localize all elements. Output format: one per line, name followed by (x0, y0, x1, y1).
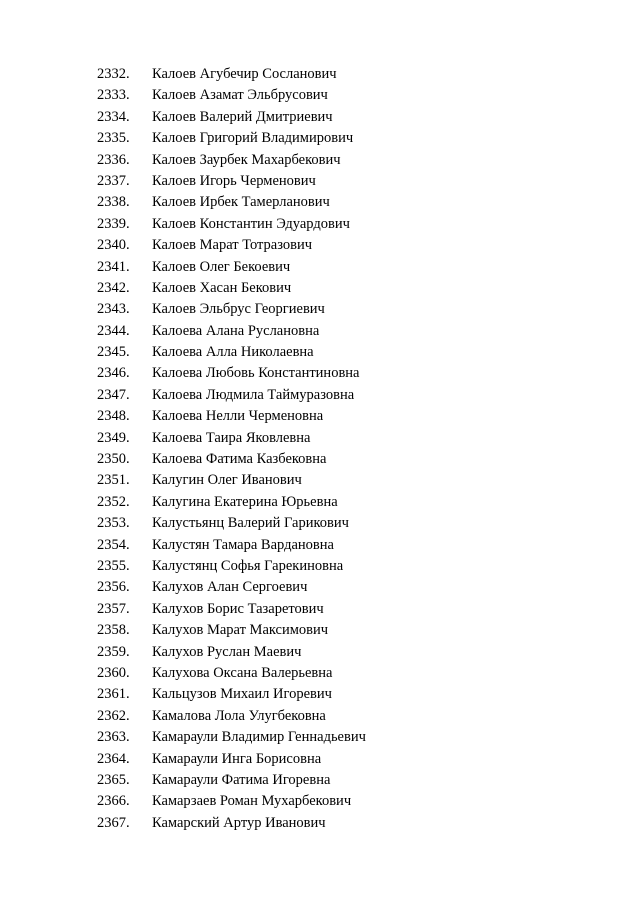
list-item (97, 214, 366, 235)
list-item (97, 706, 366, 727)
entry-name: Камараули Фатима Игоревна (152, 771, 331, 788)
entry-number: 2353. (97, 515, 130, 532)
entry-number: 2337. (97, 172, 130, 189)
entry-name: Калугина Екатерина Юрьевна (152, 493, 338, 510)
entry-number: 2338. (97, 194, 130, 211)
entry-name: Калугин Олег Иванович (152, 472, 302, 489)
entry-name: Калоев Марат Тотразович (152, 237, 313, 254)
list-item (97, 192, 366, 213)
entry-number: 2354. (97, 536, 130, 553)
entry-number: 2364. (97, 750, 130, 767)
entry-number: 2355. (97, 557, 130, 574)
entry-name: Камарский Артур Иванович (152, 814, 326, 831)
list-item (97, 278, 366, 299)
entry-number: 2352. (97, 493, 130, 510)
entry-name: Камараули Инга Борисовна (152, 750, 322, 767)
entry-name: Калустян Тамара Вардановна (152, 536, 334, 553)
entry-name: Калоева Фатима Казбековна (152, 451, 327, 468)
entry-name: Калустьянц Валерий Гарикович (152, 515, 349, 532)
entry-number: 2361. (97, 686, 130, 703)
entry-name: Калоев Азамат Эльбрусович (152, 87, 328, 104)
list-item (97, 150, 366, 171)
entry-name: Калухов Руслан Маевич (152, 643, 302, 660)
entry-number: 2341. (97, 258, 130, 275)
name-list (97, 64, 366, 834)
entry-number: 2347. (97, 386, 130, 403)
entry-name: Калухова Оксана Валерьевна (152, 664, 333, 681)
entry-number: 2357. (97, 600, 130, 617)
entry-name: Камараули Владимир Геннадьевич (152, 729, 366, 746)
entry-number: 2349. (97, 429, 130, 446)
list-item (97, 321, 366, 342)
list-item (97, 556, 366, 577)
entry-number: 2350. (97, 451, 130, 468)
entry-name: Калоева Алана Руслановна (152, 322, 320, 339)
list-item (97, 449, 366, 470)
entry-number: 2346. (97, 365, 130, 382)
entry-number: 2363. (97, 729, 130, 746)
entry-name: Камалова Лола Улугбековна (152, 707, 326, 724)
list-item (97, 749, 366, 770)
list-item (97, 406, 366, 427)
entry-number: 2366. (97, 793, 130, 810)
list-item (97, 727, 366, 748)
entry-name: Калоева Людмила Таймуразовна (152, 386, 355, 403)
entry-name: Калоев Валерий Дмитриевич (152, 108, 333, 125)
list-item (97, 257, 366, 278)
entry-number: 2340. (97, 237, 130, 254)
entry-name: Калоева Таира Яковлевна (152, 429, 311, 446)
entry-name: Калоев Олег Бекоевич (152, 258, 291, 275)
entry-name: Калоев Эльбрус Георгиевич (152, 301, 325, 318)
entry-name: Калухов Борис Тазаретович (152, 600, 324, 617)
entry-number: 2334. (97, 108, 130, 125)
entry-name: Калоева Любовь Константиновна (152, 365, 360, 382)
list-item (97, 342, 366, 363)
entry-number: 2344. (97, 322, 130, 339)
entry-number: 2356. (97, 579, 130, 596)
entry-name: Калоев Агубечир Сосланович (152, 66, 337, 82)
entry-name: Калоева Алла Николаевна (152, 344, 314, 361)
list-item (97, 171, 366, 192)
list-item (97, 770, 366, 791)
entry-number: 2362. (97, 707, 130, 724)
entry-number: 2335. (97, 130, 130, 147)
entry-number: 2360. (97, 664, 130, 681)
entry-name: Калоев Константин Эдуардович (152, 215, 350, 232)
entry-number: 2358. (97, 622, 130, 639)
entry-name: Калоева Нелли Черменовна (152, 408, 324, 425)
entry-name: Камарзаев Роман Мухарбекович (152, 793, 352, 810)
list-item (97, 813, 366, 834)
entry-number: 2348. (97, 408, 130, 425)
list-item (97, 492, 366, 513)
entry-name: Калоев Григорий Владимирович (152, 130, 354, 147)
list-item (97, 513, 366, 534)
entry-name: Кальцузов Михаил Игоревич (152, 686, 332, 703)
list-item (97, 385, 366, 406)
entry-number: 2345. (97, 344, 130, 361)
list-item (97, 85, 366, 106)
list-item (97, 642, 366, 663)
list-item (97, 663, 366, 684)
list-item (97, 107, 366, 128)
entry-number: 2359. (97, 643, 130, 660)
list-item (97, 299, 366, 320)
entry-name: Калоев Заурбек Махарбекович (152, 151, 341, 168)
list-item (97, 599, 366, 620)
entry-number: 2367. (97, 814, 130, 831)
entry-name: Калухов Алан Сергоевич (152, 579, 308, 596)
list-item (97, 363, 366, 384)
entry-number: 2365. (97, 771, 130, 788)
list-item (97, 470, 366, 491)
list-item (97, 791, 366, 812)
entry-name: Калоев Игорь Черменович (152, 172, 316, 189)
list-item (97, 64, 366, 85)
entry-number: 2343. (97, 301, 130, 318)
list-item (97, 428, 366, 449)
list-item (97, 535, 366, 556)
entry-name: Калустянц Софья Гарекиновна (152, 557, 344, 574)
list-item (97, 128, 366, 149)
entry-number: 2332. (97, 66, 130, 82)
list-item (97, 684, 366, 705)
entry-number: 2336. (97, 151, 130, 168)
list-item (97, 620, 366, 641)
entry-name: Калоев Хасан Бекович (152, 279, 292, 296)
entry-number: 2342. (97, 279, 130, 296)
entry-name: Калоев Ирбек Тамерланович (152, 194, 330, 211)
entry-number: 2333. (97, 87, 130, 104)
entry-name: Калухов Марат Максимович (152, 622, 329, 639)
list-item (97, 577, 366, 598)
entry-number: 2351. (97, 472, 130, 489)
list-item (97, 235, 366, 256)
entry-number: 2339. (97, 215, 130, 232)
